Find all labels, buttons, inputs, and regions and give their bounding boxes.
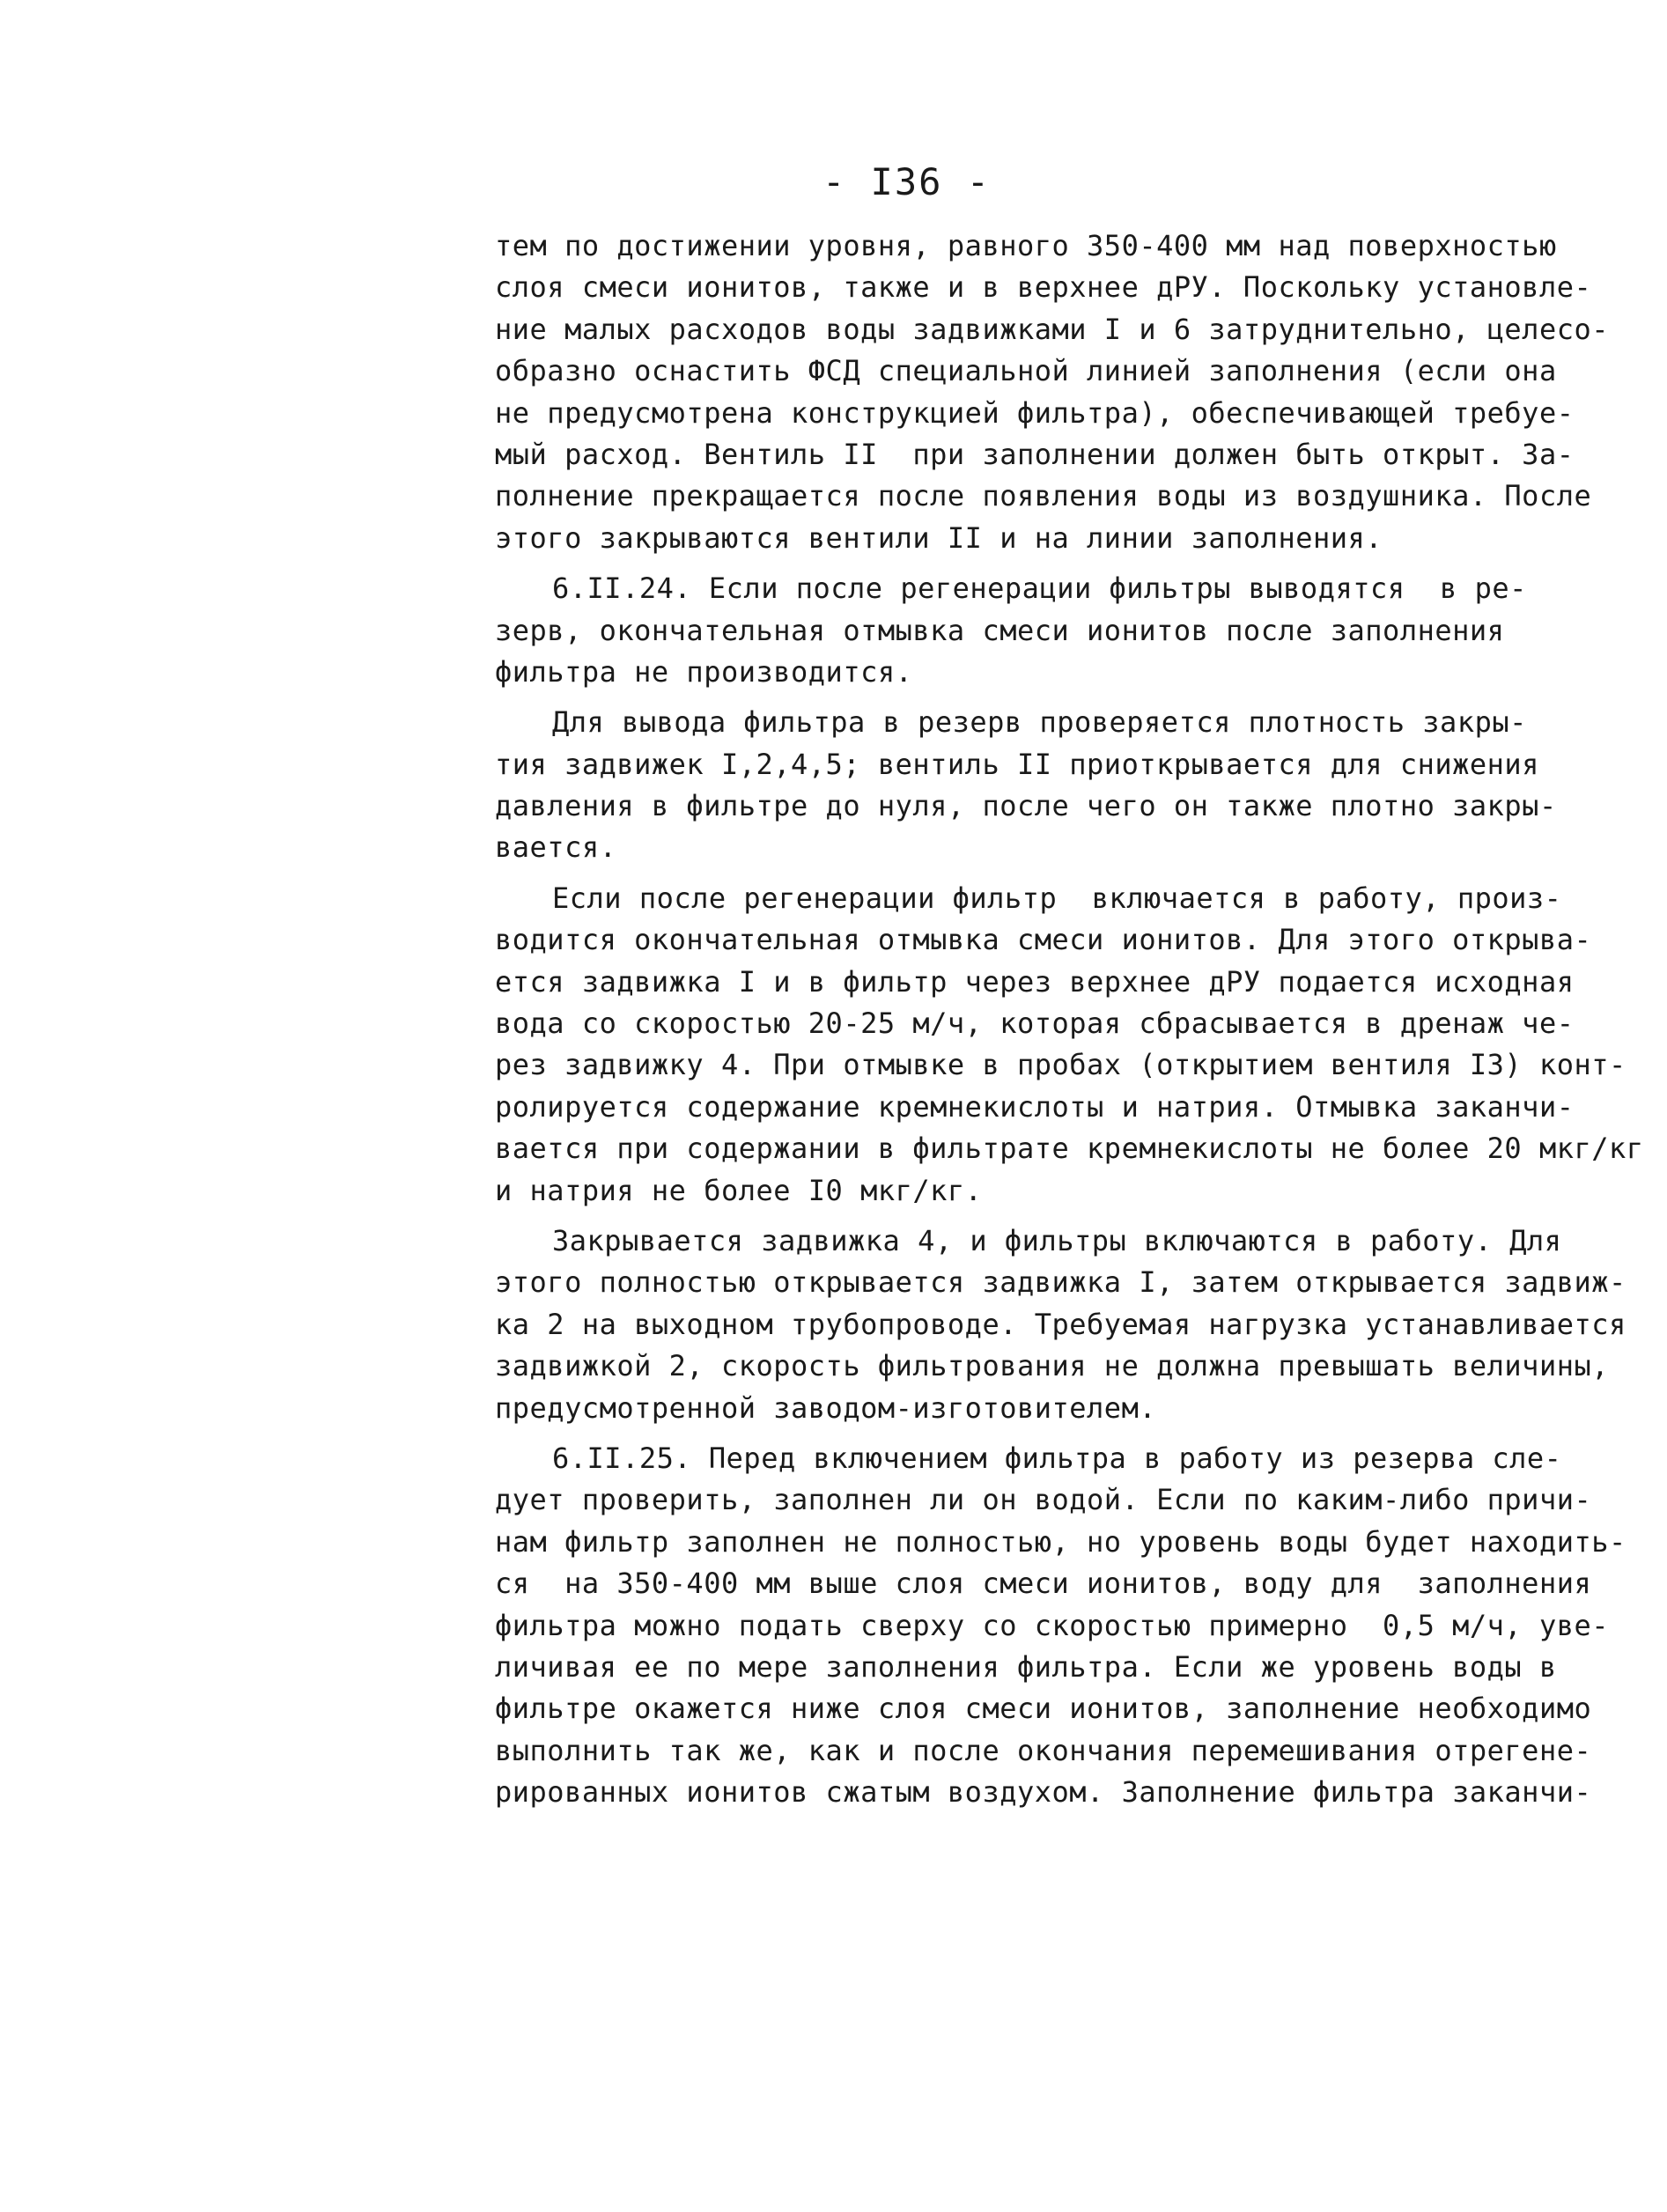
text-line: Закрывается задвижка 4, и фильтры включаются в работу. Для bbox=[552, 1223, 1562, 1257]
text-line: ется задвижка I и в фильтр через верхнее дРУ подается исходная bbox=[495, 964, 1575, 999]
text-line: рированных ионитов сжатым воздухом. Заполнение фильтра заканчи- bbox=[495, 1775, 1592, 1810]
text-line: личивая ее по мере заполнения фильтра. Если же уровень воды в bbox=[495, 1649, 1557, 1684]
text-line: образно оснастить ФСД специальной линией заполнения (если она bbox=[495, 354, 1557, 388]
text-line: вода со скоростью 20-25 м/ч, которая сбрасывается в дренаж че- bbox=[495, 1006, 1575, 1041]
text-line: тем по достижении уровня, равного 350-400 мм над поверхностью bbox=[495, 229, 1557, 262]
text-line: и натрия не более I0 мкг/кг. bbox=[495, 1173, 983, 1207]
text-line: зерв, окончательная отмывка смеси ионитов после заполнения bbox=[495, 613, 1505, 647]
text-line: давления в фильтре до нуля, после чего он также плотно закры- bbox=[495, 789, 1557, 823]
page-number: - I36 - bbox=[822, 160, 991, 203]
text-line: не предусмотрена конструкцией фильтра), обеспечивающей требуе- bbox=[495, 395, 1575, 430]
text-line: фильтре окажется ниже слоя смеси ионитов, заполнение необходимо bbox=[495, 1692, 1592, 1726]
text-line: ролируется содержание кремнекислоты и натрия. Отмывка заканчи- bbox=[495, 1089, 1575, 1124]
text-line: этого закрываются вентили II и на линии заполнения. bbox=[495, 520, 1383, 555]
text-line: водится окончательная отмывка смеси ионитов. Для этого открыва- bbox=[495, 923, 1592, 957]
text-line: слоя смеси ионитов, также и в верхнее дРУ. Поскольку установле- bbox=[495, 270, 1592, 305]
text-line: ка 2 на выходном трубопроводе. Требуемая нагрузка устанавливается bbox=[495, 1307, 1626, 1341]
text-line: выполнить так же, как и после окончания перемешивания отрегене- bbox=[495, 1733, 1592, 1767]
text-line: мый расход. Вентиль II при заполнении должен быть открыт. За- bbox=[495, 437, 1575, 471]
paragraph bbox=[495, 1438, 1626, 1814]
text-line: полнение прекращается после появления воды из воздушника. После bbox=[495, 479, 1592, 513]
paragraph bbox=[495, 1220, 1626, 1429]
text-line: Если после регенерации фильтр включается в работу, произ- bbox=[552, 881, 1562, 915]
text-line: вается при содержании в фильтрате кремнекислоты не более 20 мкг/кг bbox=[495, 1132, 1644, 1166]
text-line: Для вывода фильтра в резерв проверяется плотность закры- bbox=[552, 705, 1527, 740]
paragraph bbox=[495, 225, 1609, 559]
text-line: 6.II.24. Если после регенерации фильтры выводятся в ре- bbox=[552, 571, 1527, 606]
text-line: рез задвижку 4. При отмывке в пробах (открытием вентиля I3) конт- bbox=[495, 1048, 1626, 1082]
text-line: задвижкой 2, скорость фильтрования не должна превышать величины, bbox=[495, 1349, 1609, 1383]
text-line: фильтра не производится. bbox=[495, 654, 913, 689]
text-line: фильтра можно подать сверху со скоростью примерно 0,5 м/ч, уве- bbox=[495, 1608, 1609, 1642]
paragraph bbox=[495, 568, 1587, 693]
text-line: дует проверить, заполнен ли он водой. Если по каким-либо причи- bbox=[495, 1483, 1592, 1517]
text-line: этого полностью открывается задвижка I, затем открывается задвиж- bbox=[495, 1265, 1626, 1300]
text-line: ние малых расходов воды задвижками I и 6 затруднительно, целесо- bbox=[495, 312, 1609, 346]
paragraph bbox=[495, 702, 1587, 869]
text-line: вается. bbox=[495, 830, 617, 865]
text-line: 6.II.25. Перед включением фильтра в работу из резерва сле- bbox=[552, 1441, 1562, 1475]
text-line: тия задвижек I,2,4,5; вентиль II приоткрывается для снижения bbox=[495, 747, 1539, 781]
text-line: нам фильтр заполнен не полностью, но уровень воды будет находить- bbox=[495, 1524, 1626, 1559]
text-line: ся на 350-400 мм выше слоя смеси ионитов, воду для заполнения bbox=[495, 1567, 1592, 1601]
document-body bbox=[495, 225, 1644, 1813]
paragraph bbox=[495, 878, 1644, 1212]
text-line: предусмотренной заводом-изготовителем. bbox=[495, 1390, 1157, 1425]
